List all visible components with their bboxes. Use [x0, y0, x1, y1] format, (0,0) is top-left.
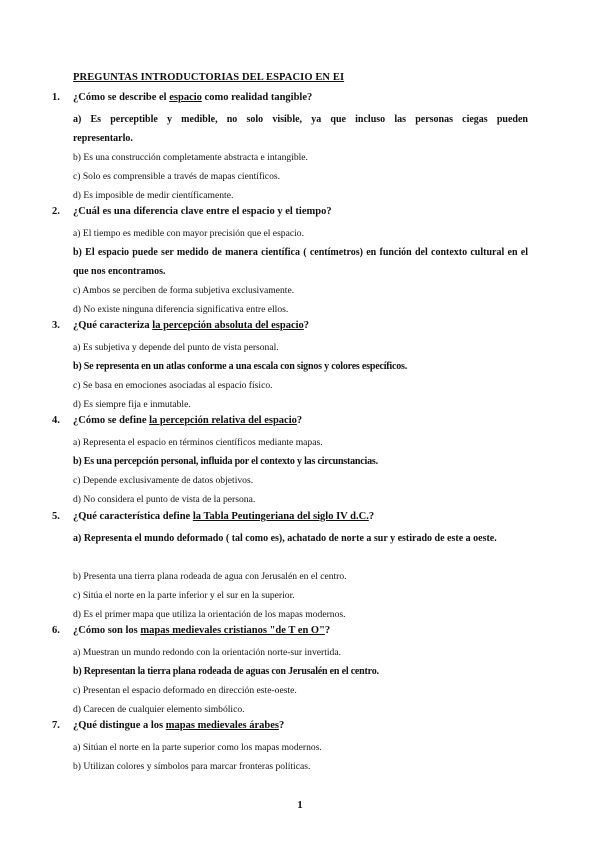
- option-6c: c) Presentan el espacio deformado en dirección este-oeste.: [73, 685, 297, 696]
- question-number: 5.: [52, 511, 60, 522]
- option-6a: a) Muestran un mundo redondo con la orientación norte-sur invertida.: [73, 647, 342, 658]
- option-1a: a) Es perceptible y medible, no solo visible, ya que incluso las personas ciegas pueden representarlo.: [73, 114, 528, 144]
- option-4d: d) No considera el punto de vista de la persona.: [73, 494, 256, 505]
- option-1d: d) Es imposible de medir científicamente.: [73, 190, 234, 201]
- question-text: ¿Qué distingue a los mapas medievales árabes?: [73, 720, 285, 731]
- option-2d: d) No existe ninguna diferencia significativa entre ellos.: [73, 304, 289, 315]
- option-5d: d) Es el primer mapa que utiliza la orientación de los mapas modernos.: [73, 609, 346, 620]
- option-5c: c) Sitúa el norte en la parte inferior y el sur en la superior.: [73, 590, 295, 601]
- option-2a: a) El tiempo es medible con mayor precisión que el espacio.: [73, 228, 304, 239]
- option-2b: b) El espacio puede ser medido de manera científica ( centímetros) en función del contexto cultural en el que nos encontramos.: [73, 247, 528, 277]
- question-text: ¿Qué característica define la Tabla Peutingeriana del siglo IV d.C.?: [73, 511, 375, 522]
- option-5a: a) Representa el mundo deformado ( tal como es), achatado de norte a sur y estirado de este a oeste.: [73, 533, 497, 544]
- question-number: 2.: [52, 206, 60, 217]
- option-6b: b) Representan la tierra plana rodeada de aguas con Jerusalén en el centro.: [73, 666, 379, 677]
- option-1c: c) Solo es comprensible a través de mapas científicos.: [73, 171, 280, 182]
- option-3c: c) Se basa en emociones asociadas al espacio físico.: [73, 380, 273, 391]
- question-text: ¿Cómo se describe el espacio como realidad tangible?: [73, 92, 313, 103]
- question-number: 3.: [52, 320, 60, 331]
- option-3b: b) Se representa en un atlas conforme a una escala con signos y colores específicos.: [73, 361, 408, 372]
- option-3a: a) Es subjetiva y depende del punto de vista personal.: [73, 342, 279, 353]
- option-6d: d) Carecen de cualquier elemento simbólico.: [73, 704, 245, 715]
- question-text: ¿Cómo se define la percepción relativa del espacio?: [73, 415, 303, 426]
- option-4b: b) Es una percepción personal, influida por el contexto y las circunstancias.: [73, 456, 378, 467]
- option-1b: b) Es una construcción completamente abstracta e intangible.: [73, 152, 308, 163]
- question-text: ¿Qué caracteriza la percepción absoluta del espacio?: [73, 320, 310, 331]
- option-7a: a) Sitúan el norte en la parte superior como los mapas modernos.: [73, 742, 322, 753]
- question-number: 1.: [52, 92, 60, 103]
- option-4a: a) Representa el espacio en términos científicos mediante mapas.: [73, 437, 323, 448]
- page-number: 1: [297, 799, 303, 811]
- option-5b: b) Presenta una tierra plana rodeada de agua con Jerusalén en el centro.: [73, 571, 347, 582]
- question-text: ¿Cómo son los mapas medievales cristianos "de T en O"?: [73, 625, 331, 636]
- question-number: 6.: [52, 625, 60, 636]
- option-7b: b) Utilizan colores y símbolos para marcar fronteras políticas.: [73, 761, 311, 772]
- page-title: PREGUNTAS INTRODUCTORIAS DEL ESPACIO EN EI: [73, 72, 345, 83]
- option-2c: c) Ambos se perciben de forma subjetiva exclusivamente.: [73, 285, 295, 296]
- option-3d: d) Es siempre fija e inmutable.: [73, 399, 191, 410]
- option-4c: c) Depende exclusivamente de datos objetivos.: [73, 475, 254, 486]
- question-number: 7.: [52, 720, 60, 731]
- question-text: ¿Cuál es una diferencia clave entre el espacio y el tiempo?: [73, 206, 332, 217]
- question-number: 4.: [52, 415, 60, 426]
